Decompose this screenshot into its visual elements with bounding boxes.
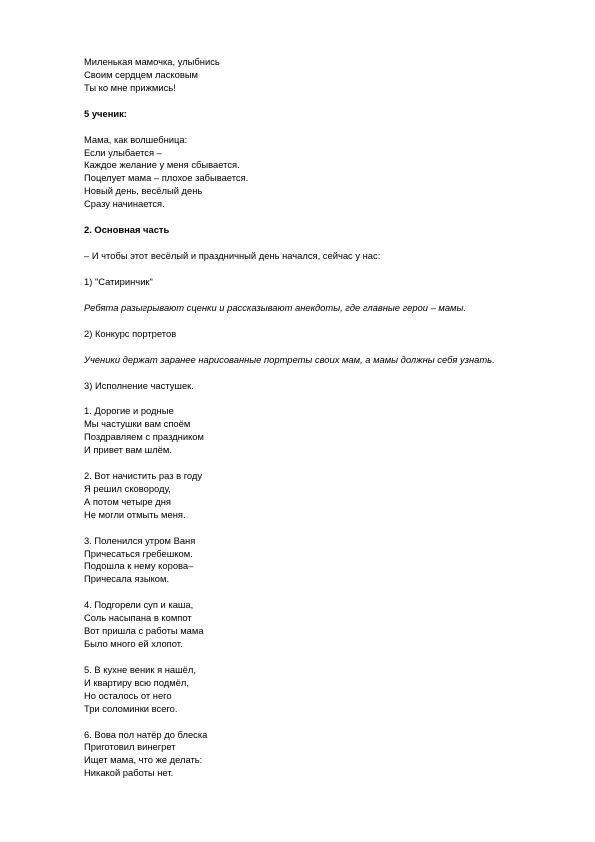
stage-direction: [84, 354, 524, 367]
text-line: И привет вам шлём.: [84, 444, 172, 456]
paragraph: [84, 250, 524, 263]
text-line: Было много ей хлопот.: [84, 638, 183, 649]
verse-stanza: [84, 134, 524, 211]
text-line: А потом четыре дня: [84, 495, 171, 507]
section-heading: [84, 224, 524, 237]
text-line: Новый день, весёлый день: [84, 185, 203, 197]
text-line: Соль насыпана в компот: [84, 612, 192, 624]
text-line: Миленькая мамочка, улыбнись: [84, 56, 220, 67]
text-line: 3) Исполнение частушек.: [84, 379, 194, 391]
section-heading: [84, 108, 524, 121]
verse-stanza: [84, 470, 524, 522]
text-line: Никакой работы нет.: [84, 767, 174, 779]
text-line: 2. Основная часть: [84, 224, 170, 236]
text-line: Каждое желание у меня сбывается.: [84, 159, 240, 171]
text-line: Если улыбается –: [84, 146, 162, 158]
verse-stanza: [84, 664, 524, 716]
text-line: Я решил сковороду,: [84, 482, 171, 494]
text-line: Приготовил винегрет: [84, 741, 176, 753]
text-line: Ты ко мне прижмись!: [84, 81, 176, 93]
text-line: Причесаться гребешком.: [84, 547, 193, 559]
text-line: 5. В кухне веник я нашёл,: [84, 663, 196, 675]
text-line: 1. Дорогие и родные: [84, 405, 174, 417]
text-line: Подошла к нему корова–: [84, 560, 194, 572]
paragraph: [84, 328, 524, 341]
verse-stanza: [84, 405, 524, 457]
text-line: Поцелует мама – плохое забывается.: [84, 172, 249, 184]
verse-stanza: [84, 56, 524, 95]
paragraph: [84, 276, 524, 289]
verse-stanza: [84, 729, 524, 781]
document-body: [84, 56, 524, 793]
text-line: Поздравляем с праздником: [84, 431, 204, 443]
text-line: Ребята разыгрывают сценки и рассказывают анекдоты, где главные герои – мамы.: [84, 301, 466, 313]
text-line: Своим сердцем ласковым: [84, 68, 199, 80]
text-line: Сразу начинается.: [84, 198, 165, 210]
text-line: 2) Конкурс портретов: [84, 327, 177, 339]
text-line: Мы частушки вам споём: [84, 418, 191, 430]
text-line: 6. Вова пол натёр до блеска: [84, 728, 208, 740]
text-line: Но осталось от него: [84, 689, 172, 701]
text-line: 1) "Сатиринчик": [84, 275, 153, 287]
text-line: И квартиру всю подмёл,: [84, 676, 189, 688]
text-line: Не могли отмыть меня.: [84, 508, 186, 520]
text-line: – И чтобы этот весёлый и праздничный день начался, сейчас у нас:: [84, 249, 381, 261]
text-line: Вот пришла с работы мама: [84, 625, 204, 637]
paragraph: [84, 380, 524, 393]
text-line: Три соломинки всего.: [84, 702, 178, 714]
text-line: Причесала языком.: [84, 573, 170, 585]
text-line: 5 ученик:: [84, 107, 127, 119]
text-line: Ищет мама, что же делать:: [84, 754, 203, 766]
verse-stanza: [84, 599, 524, 651]
text-line: Ученики держат заранее нарисованные портреты своих мам, а мамы должны себя узнать.: [84, 353, 495, 365]
text-line: 2. Вот начистить раз в году: [84, 470, 203, 482]
text-line: 4. Подгорели суп и каша,: [84, 599, 194, 611]
verse-stanza: [84, 535, 524, 587]
text-line: 3. Поленился утром Ваня: [84, 534, 196, 546]
stage-direction: [84, 302, 524, 315]
text-line: Мама, как волшебница:: [84, 133, 188, 145]
